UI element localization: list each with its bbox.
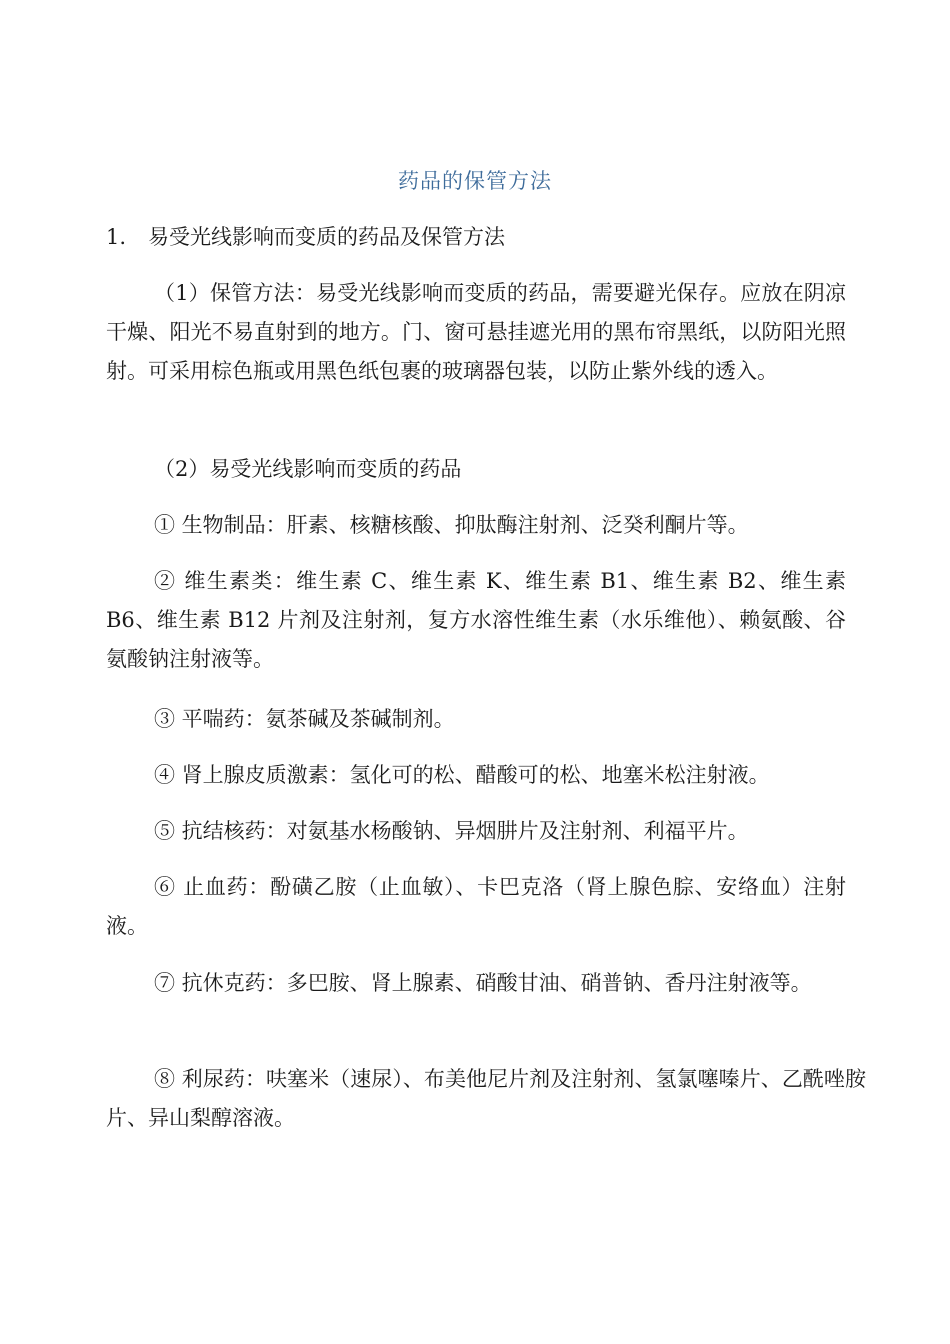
section-number: 1. [106, 225, 127, 249]
drug-item-biologics: ① 生物制品：肝素、核糖核酸、抑肽酶注射剂、泛癸利酮片等。 [154, 513, 749, 537]
drug-item-corticosteroids: ④ 肾上腺皮质激素：氢化可的松、醋酸可的松、地塞米松注射液。 [154, 763, 770, 787]
document-title: 药品的保管方法 [398, 169, 552, 193]
drug-item-vitamins: ② 维生素类：维生素 C、维生素 K、维生素 B1、维生素 B2、维生素 B6、维生素 B12 片剂及注射剂，复方水溶性维生素（水乐维他）、赖氨酸、谷氨酸钠注射液等。 [106, 569, 846, 671]
drug-item-antituberculosis: ⑤ 抗结核药：对氨基水杨酸钠、异烟肼片及注射剂、利福平片。 [154, 819, 749, 843]
drug-item-antiasthmatics: ③ 平喘药：氨茶碱及茶碱制剂。 [154, 707, 455, 731]
drug-item-hemostatics: ⑥ 止血药：酚磺乙胺（止血敏）、卡巴克洛（肾上腺色腙、安络血）注射液。 [106, 875, 846, 938]
section-heading-text: 易受光线影响而变质的药品及保管方法 [148, 225, 505, 249]
drug-list-heading: （2）易受光线影响而变质的药品 [154, 457, 462, 481]
storage-method-paragraph: （1）保管方法：易受光线影响而变质的药品，需要避光保存。应放在阴凉干燥、阳光不易直射到的地方。门、窗可悬挂遮光用的黑布帘黑纸，以防阳光照射。可采用棕色瓶或用黑色纸包裹的玻璃器包装，以防止紫外线的透入。 [106, 281, 846, 383]
drug-item-antishock: ⑦ 抗休克药：多巴胺、肾上腺素、硝酸甘油、硝普钠、香丹注射液等。 [154, 971, 812, 995]
section-heading [106, 222, 505, 252]
drug-item-diuretics: ⑧ 利尿药：呋塞米（速尿）、布美他尼片剂及注射剂、氢氯噻嗪片、乙酰唑胺片、异山梨醇溶液。 [106, 1067, 866, 1130]
